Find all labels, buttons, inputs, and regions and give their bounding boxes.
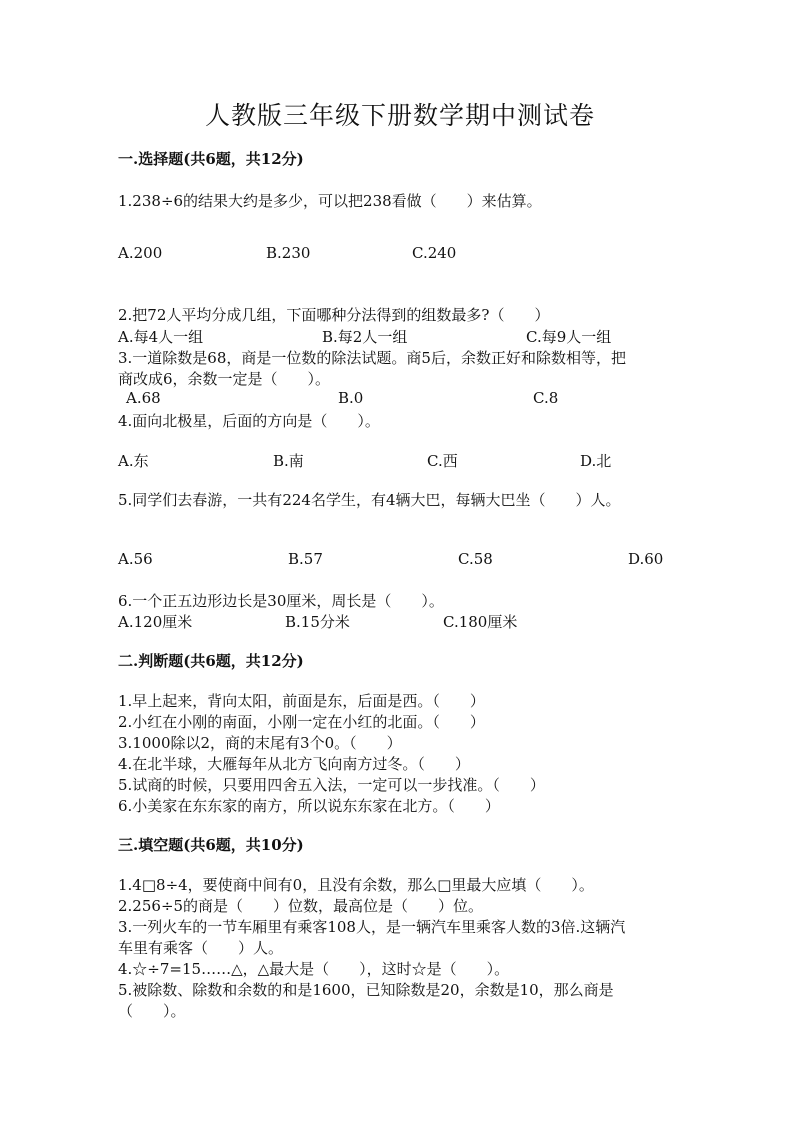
judgement-item: 1.早上起来，背向太阳，前面是东，后面是西。（ ）: [118, 692, 485, 710]
option-a: A.每4人一组: [118, 328, 204, 346]
judgement-item: 6.小美家在东东家的南方，所以说东东家在北方。（ ）: [118, 797, 500, 815]
question-stem: 5.同学们去春游，一共有224名学生，有4辆大巴，每辆大巴坐（ ）人。: [118, 491, 621, 509]
section-heading-choice: 一.选择题(共6题，共12分): [118, 150, 304, 168]
fill-blank-line: 1.4□8÷4，要使商中间有0，且没有余数，那么□里最大应填（ ）。: [118, 876, 594, 894]
section-heading-fill-blank: 三.填空题(共6题，共10分): [118, 836, 304, 854]
option-b: B.0: [338, 389, 364, 407]
option-a: A.120厘米: [118, 613, 193, 631]
section-heading-true-false: 二.判断题(共6题，共12分): [118, 652, 304, 670]
judgement-item: 3.1000除以2，商的末尾有3个0。（ ）: [118, 734, 402, 752]
fill-blank-line: 3.一列火车的一节车厢里有乘客108人，是一辆汽车里乘客人数的3倍.这辆汽: [118, 918, 626, 936]
fill-blank-line: 5.被除数、除数和余数的和是1600，已知除数是20，余数是10，那么商是: [118, 981, 614, 999]
fill-blank-line: （ ）。: [118, 1002, 186, 1020]
option-b: B.230: [266, 244, 311, 262]
option-c: C.西: [427, 452, 458, 470]
option-a: A.68: [126, 389, 161, 407]
option-d: D.60: [628, 550, 664, 568]
option-c: C.58: [458, 550, 493, 568]
question-stem: 4.面向北极星，后面的方向是（ ）。: [118, 412, 380, 430]
option-c: C.240: [412, 244, 457, 262]
judgement-item: 5.试商的时候，只要用四舍五入法，一定可以一步找准。（ ）: [118, 776, 545, 794]
option-b: B.每2人一组: [322, 328, 408, 346]
option-a: A.200: [118, 244, 163, 262]
option-b: B.15分米: [285, 613, 350, 631]
option-d: D.北: [580, 452, 612, 470]
option-c: C.180厘米: [443, 613, 518, 631]
option-a: A.东: [118, 452, 149, 470]
option-c: C.8: [533, 389, 559, 407]
question-stem-line: 商改成6，余数一定是（ ）。: [118, 370, 331, 388]
question-stem: 6.一个正五边形边长是30厘米，周长是（ ）。: [118, 592, 444, 610]
fill-blank-line: 2.256÷5的商是（ ）位数，最高位是（ ）位。: [118, 897, 484, 915]
judgement-item: 2.小红在小刚的南面，小刚一定在小红的北面。（ ）: [118, 713, 485, 731]
option-a: A.56: [118, 550, 153, 568]
option-b: B.南: [273, 452, 304, 470]
question-stem-line: 3.一道除数是68，商是一位数的除法试题。商5后，余数正好和除数相等，把: [118, 349, 626, 367]
judgement-item: 4.在北半球，大雁每年从北方飞向南方过冬。（ ）: [118, 755, 470, 773]
option-b: B.57: [288, 550, 323, 568]
fill-blank-line: 4.☆÷7=15……△，△最大是（ ），这时☆是（ ）。: [118, 960, 510, 978]
question-stem: 1.238÷6的结果大约是多少，可以把238看做（ ）来估算。: [118, 192, 542, 210]
fill-blank-line: 车里有乘客（ ）人。: [118, 939, 284, 957]
page-title: 人教版三年级下册数学期中测试卷: [204, 101, 595, 130]
question-stem: 2.把72人平均分成几组，下面哪种分法得到的组数最多?（ ）: [118, 306, 550, 324]
option-c: C.每9人一组: [526, 328, 612, 346]
